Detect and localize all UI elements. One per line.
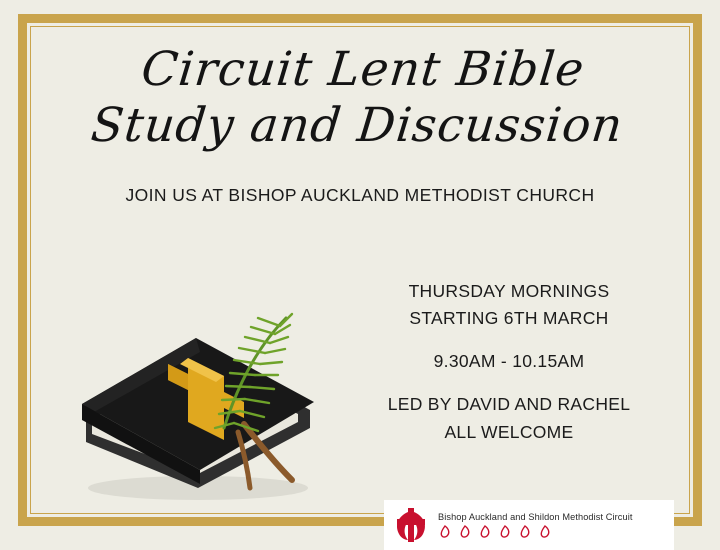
flame-icon <box>498 525 512 538</box>
detail-line-time: 9.30AM - 10.15AM <box>433 351 585 372</box>
circuit-logo-flame-row <box>438 525 633 538</box>
circuit-logo-text-wrap <box>432 512 637 539</box>
headline-line-2: Study and Discussion <box>88 98 626 154</box>
headline-line-1: Circuit Lent Bible <box>138 42 588 97</box>
flame-icon <box>438 525 452 538</box>
page-title <box>34 42 686 155</box>
flame-icon <box>458 525 472 538</box>
detail-line-welcome: ALL WELCOME <box>444 421 574 442</box>
flame-icon <box>478 525 492 538</box>
circuit-logo-text: Bishop Auckland and Shildon Methodist Circuit <box>438 511 633 522</box>
palm-leaf-illustration <box>180 312 310 452</box>
flame-icon <box>538 525 552 538</box>
detail-line-start-date: STARTING 6TH MARCH <box>409 308 609 329</box>
poster-content <box>40 32 680 522</box>
poster-lower-section <box>40 264 680 544</box>
subheading: JOIN US AT BISHOP AUCKLAND METHODIST CHURCH <box>125 184 595 205</box>
detail-spacer-1 <box>344 332 674 348</box>
event-details <box>344 278 674 446</box>
detail-line-leaders: LED BY DAVID AND RACHEL <box>387 394 631 415</box>
circuit-logo <box>384 500 674 550</box>
detail-spacer-2 <box>344 375 674 391</box>
detail-line-day: THURSDAY MORNINGS <box>408 281 610 301</box>
flame-icon <box>518 525 532 538</box>
